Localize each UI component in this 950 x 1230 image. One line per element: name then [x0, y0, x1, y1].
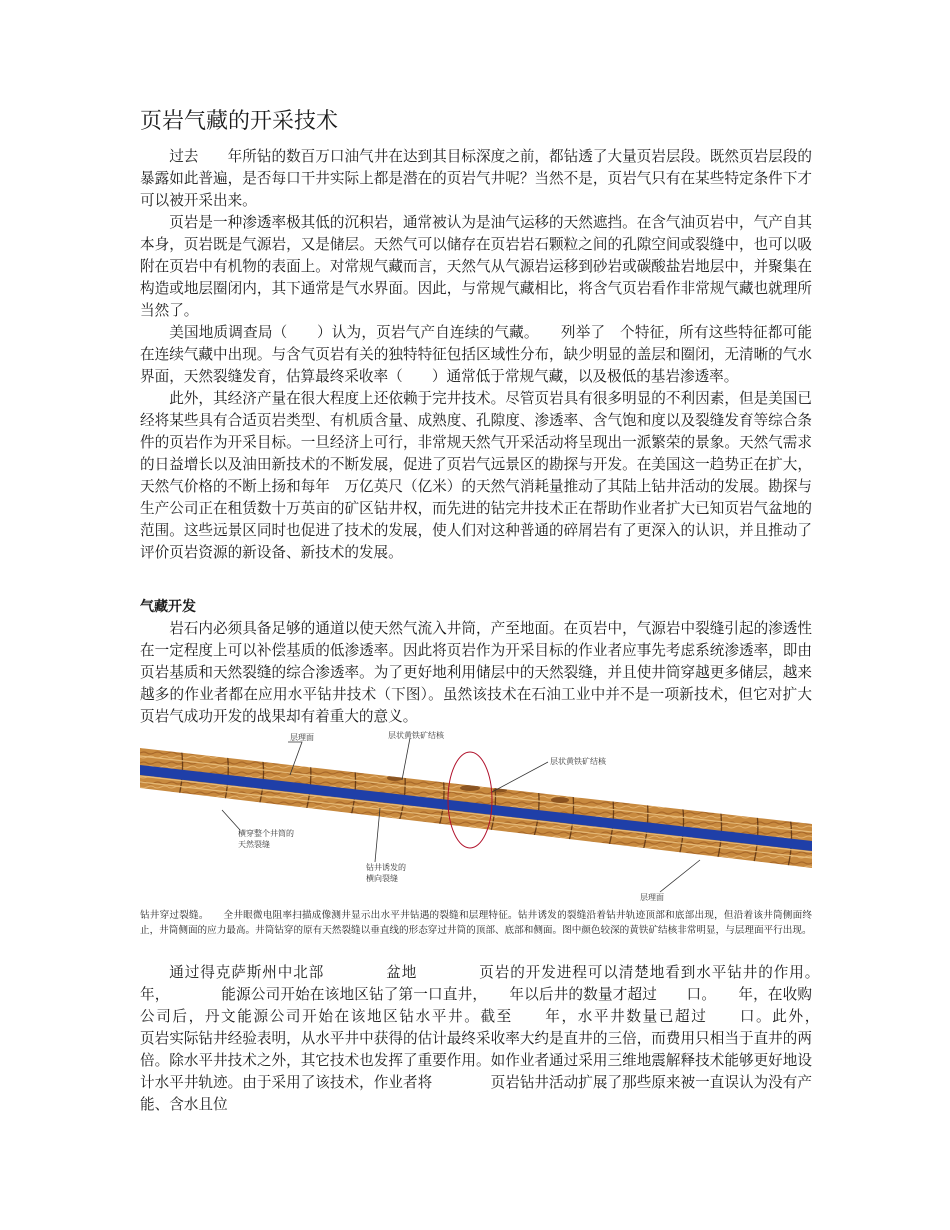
label-natural-fracture: [238, 828, 297, 849]
paragraph: 此外，其经济产量在很大程度上还依赖于完井技术。尽管页岩具有很多明显的不利因素，但是美国已经将某些具有合适页岩类型、有机质含量、成熟度、孔隙度、渗透率、含气饱和度以及裂缝发育等综合条件的页岩作为开采目标。一旦经济上可行，非常规天然气开采活动将呈现出一派繁荣的景象。天然气需求的日益增长以及油田新技术的不断发展，促进了页岩气远景区的勘探与开发。在美国这一趋势正在扩大，天然气价格的不断上扬和每年 万亿英尺（亿米）的天然气消耗量推动了其陆上钻井活动的发展。勘探与生产公司正在租赁数十万英亩的矿区钻井权，而先进的钻完井技术正在帮助作业者扩大已知页岩气盆地的范围。这些远景区同时也促进了技术的发展，使人们对这种普通的碎屑岩有了更深入的认识，并且推动了评价页岩资源的新设备、新技术的发展。: [140, 390, 812, 561]
paragraph: 页岩是一种渗透率极其低的沉积岩，通常被认为是油气运移的天然遮挡。在含气油页岩中，气产自其本身，页岩既是气源岩，又是储层。天然气可以储存在页岩岩石颗粒之间的孔隙空间或裂缝中，也可以吸附在页岩中有机物的表面上。对常规气藏而言，天然气从气源岩运移到砂岩或碳酸盐岩地层中，并聚集在构造或地层圈闭内，其下通常是气水界面。因此，与常规气藏相比，将含气页岩看作非常规气藏也就理所当然了。: [140, 214, 812, 319]
label-pyrite-left: 层状黄铁矿结核: [388, 731, 444, 740]
borehole-image-icon: [140, 730, 812, 906]
label-line: 横向裂缝: [366, 874, 398, 883]
label-pyrite-right: 层状黄铁矿结核: [550, 757, 606, 766]
label-induced-fracture: [366, 862, 409, 883]
label-line: 横穿整个井筒的: [238, 829, 294, 838]
section-heading: 气藏开发: [140, 599, 196, 615]
after-figure-section: [140, 962, 871, 1116]
borehole-image-figure: [140, 730, 812, 906]
paragraph: 过去 年所钻的数百万口油气井在达到其目标深度之前，都钻透了大量页岩层段。既然页岩层段的暴露如此普遍，是否每口干井实际上都是潜在的页岩气井呢？当然不是，页岩气只有在某些特定条件下才可以被开采出来。: [140, 148, 812, 209]
label-bedding-bottom: 层理面: [640, 893, 664, 902]
page-title: 页岩气藏的开采技术: [140, 109, 339, 134]
development-section: [140, 618, 812, 728]
label-line: 天然裂缝: [238, 840, 270, 849]
label-bedding-top: 层理面: [290, 733, 314, 742]
borehole-trajectory: [140, 765, 812, 851]
intro-section: [140, 146, 812, 564]
label-line: 钻井诱发的: [366, 863, 406, 872]
figure-caption: 钻井穿过裂缝。 全井眼微电阻率扫描成像测井显示出水平井钻遇的裂缝和层理特征。钻井诱发的裂缝沿着钻井轨迹顶部和底部出现，但沿着该井筒侧面终止，井筒侧面的应力最高。井筒钻穿的原有天然裂缝以垂直线的形态穿过井筒的顶部、底部和侧面。图中颜色较深的黄铁矿结核非常明显，与层理面平行出现。: [140, 910, 812, 936]
paragraph: 岩石内必须具备足够的通道以使天然气流入井筒，产至地面。在页岩中，气源岩中裂缝引起的渗透性在一定程度上可以补偿基质的低渗透率。因此将页岩作为开采目标的作业者应事先考虑系统渗透率，即由页岩基质和天然裂缝的综合渗透率。为了更好地利用储层中的天然裂缝，并且使井筒穿越更多储层，越来越多的作业者都在应用水平钻井技术（下图）。虽然该技术在石油工业中并不是一项新技术，但它对扩大页岩气成功开发的战果却有着重大的意义。: [140, 620, 812, 725]
paragraph: 美国地质调查局（ ）认为，页岩气产自连续的气藏。 列举了 个特征，所有这些特征都可能在连续气藏中出现。与含气页岩有关的独特特征包括区域性分布，缺少明显的盖层和圈闭，无清晰的气水界面，天然裂缝发育，估算最终采收率（ ）通常低于常规气藏，以及极低的基岩渗透率。: [140, 324, 812, 385]
paragraph: 通过得克萨斯州中北部 盆地 页岩的开发进程可以清楚地看到水平钻井的作用。 年， 能源公司开始在该地区钻了第一口直井， 年以后井的数量才超过 口。 年，在收购 公司后，丹文能源公司开始在该地区钻水平井。截至 年，水平井数量已超过 口。此外， 页岩实际钻井经验表明，从水平井中获得的估计最终采收率大约是直井的三倍，而费用只相当于直井的两倍。除水平井技术之外，其它技术也发挥了重要作用。如作业者通过采用三维地震解释技术能够更好地设计水平井轨迹。由于采用了该技术，作业者将 页岩钻井活动扩展了那些原来被一直误认为没有产能、含水且位: [140, 964, 871, 1113]
